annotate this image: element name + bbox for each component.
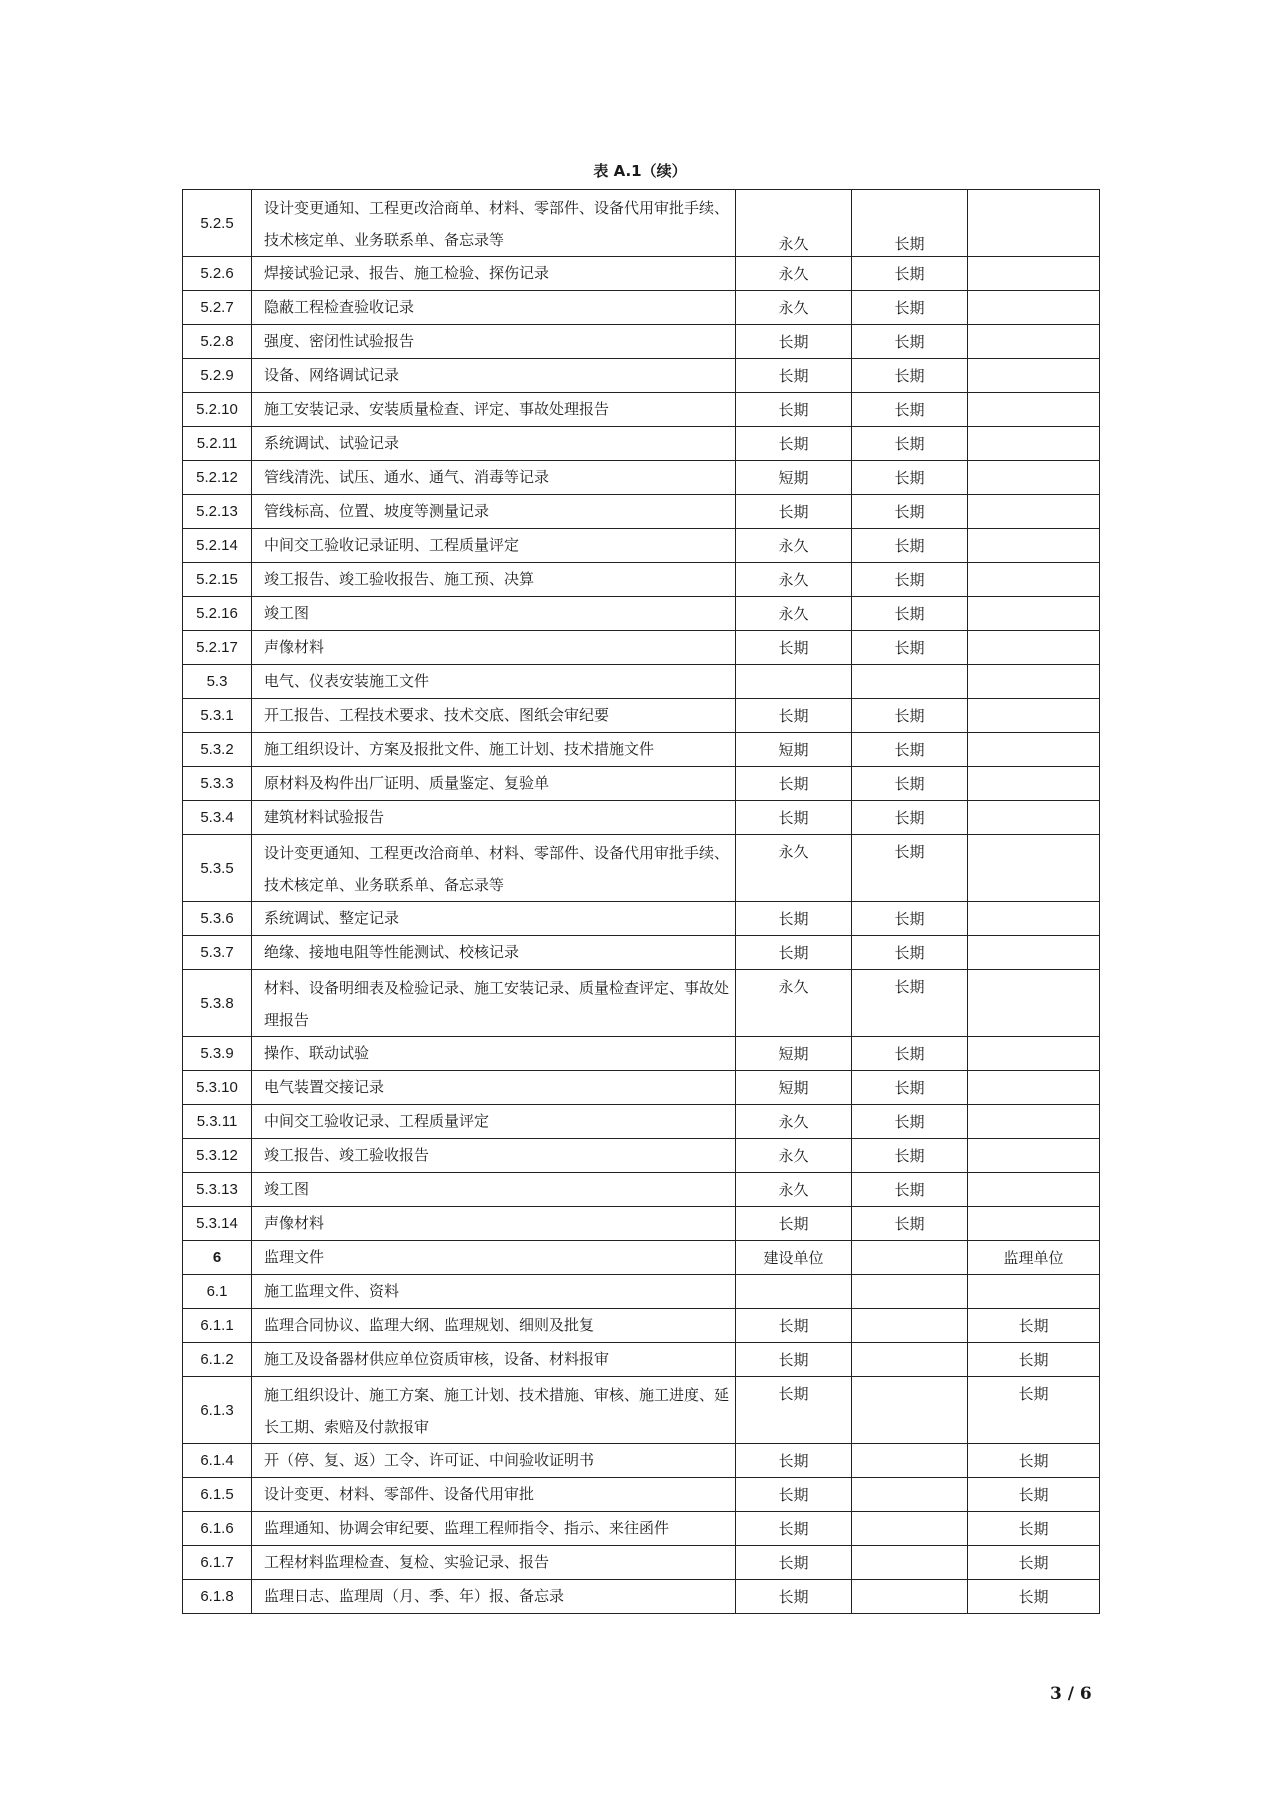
row-code: 6.1.1 (183, 1309, 252, 1343)
row-description: 建筑材料试验报告 (252, 801, 736, 835)
table-row (183, 190, 1100, 257)
table-row (183, 461, 1100, 495)
retention-c2: 长期 (852, 733, 968, 767)
retention-c2: 长期 (852, 393, 968, 427)
table-row (183, 1173, 1100, 1207)
table-row (183, 393, 1100, 427)
retention-c1: 短期 (736, 1071, 852, 1105)
retention-c1: 长期 (736, 1444, 852, 1478)
retention-c2: 长期 (852, 359, 968, 393)
row-code: 5.3.14 (183, 1207, 252, 1241)
row-code: 5.3.3 (183, 767, 252, 801)
retention-c3 (968, 291, 1100, 325)
retention-c1 (736, 665, 852, 699)
retention-c1: 长期 (736, 699, 852, 733)
retention-c1: 长期 (736, 1377, 852, 1444)
row-description: 监理文件 (252, 1241, 736, 1275)
row-description: 设计变更、材料、零部件、设备代用审批 (252, 1478, 736, 1512)
retention-c2 (852, 1478, 968, 1512)
retention-c1: 永久 (736, 970, 852, 1037)
row-description: 设计变更通知、工程更改洽商单、材料、零部件、设备代用审批手续、技术核定单、业务联系单、备忘录等 (252, 835, 736, 902)
retention-c3: 长期 (968, 1478, 1100, 1512)
retention-c2: 长期 (852, 1173, 968, 1207)
row-code: 5.3.11 (183, 1105, 252, 1139)
row-description: 绝缘、接地电阻等性能测试、校核记录 (252, 936, 736, 970)
retention-c3 (968, 936, 1100, 970)
retention-c1: 长期 (736, 1309, 852, 1343)
row-description: 施工及设备器材供应单位资质审核，设备、材料报审 (252, 1343, 736, 1377)
table-row (183, 1037, 1100, 1071)
row-description: 施工组织设计、方案及报批文件、施工计划、技术措施文件 (252, 733, 736, 767)
retention-c3 (968, 835, 1100, 902)
retention-c3 (968, 495, 1100, 529)
row-code: 5.3.4 (183, 801, 252, 835)
row-code: 5.3.13 (183, 1173, 252, 1207)
retention-c3 (968, 529, 1100, 563)
table-row (183, 699, 1100, 733)
retention-c1: 长期 (736, 1343, 852, 1377)
retention-c3 (968, 563, 1100, 597)
row-code: 5.2.11 (183, 427, 252, 461)
row-description: 材料、设备明细表及检验记录、施工安装记录、质量检查评定、事故处理报告 (252, 970, 736, 1037)
archive-retention-table (182, 189, 1100, 1614)
retention-c3: 长期 (968, 1580, 1100, 1614)
retention-c2: 长期 (852, 291, 968, 325)
retention-c2: 长期 (852, 767, 968, 801)
retention-c1: 永久 (736, 1173, 852, 1207)
row-description: 焊接试验记录、报告、施工检验、探伤记录 (252, 257, 736, 291)
row-code: 6.1.6 (183, 1512, 252, 1546)
retention-c1: 长期 (736, 801, 852, 835)
retention-c3 (968, 359, 1100, 393)
retention-c3 (968, 393, 1100, 427)
retention-c1: 长期 (736, 767, 852, 801)
row-description: 系统调试、整定记录 (252, 902, 736, 936)
table-row (183, 529, 1100, 563)
retention-c3 (968, 902, 1100, 936)
table-row (183, 1309, 1100, 1343)
retention-c1: 长期 (736, 1207, 852, 1241)
row-description: 电气、仪表安装施工文件 (252, 665, 736, 699)
row-description: 中间交工验收记录、工程质量评定 (252, 1105, 736, 1139)
table-row (183, 1241, 1100, 1275)
row-code: 6.1.7 (183, 1546, 252, 1580)
row-description: 竣工报告、竣工验收报告、施工预、决算 (252, 563, 736, 597)
retention-c3 (968, 733, 1100, 767)
retention-c3 (968, 1173, 1100, 1207)
row-description: 竣工图 (252, 597, 736, 631)
retention-c2 (852, 1275, 968, 1309)
retention-c1: 短期 (736, 461, 852, 495)
row-code: 5.3.9 (183, 1037, 252, 1071)
retention-c2: 长期 (852, 902, 968, 936)
table-row (183, 1207, 1100, 1241)
row-code: 6.1.2 (183, 1343, 252, 1377)
row-code: 5.2.8 (183, 325, 252, 359)
row-description: 施工监理文件、资料 (252, 1275, 736, 1309)
table-row (183, 1580, 1100, 1614)
row-code: 5.2.10 (183, 393, 252, 427)
retention-c1: 长期 (736, 1580, 852, 1614)
retention-c1: 长期 (736, 1546, 852, 1580)
retention-c1: 永久 (736, 257, 852, 291)
retention-c2 (852, 1444, 968, 1478)
row-code: 5.2.7 (183, 291, 252, 325)
retention-c1: 建设单位 (736, 1241, 852, 1275)
table-row (183, 733, 1100, 767)
row-description: 施工组织设计、施工方案、施工计划、技术措施、审核、施工进度、延长工期、索赔及付款报审 (252, 1377, 736, 1444)
retention-c3 (968, 257, 1100, 291)
row-code: 5.3.7 (183, 936, 252, 970)
row-code: 6.1 (183, 1275, 252, 1309)
row-description: 竣工报告、竣工验收报告 (252, 1139, 736, 1173)
retention-c1: 长期 (736, 393, 852, 427)
retention-c3 (968, 665, 1100, 699)
row-code: 5.2.14 (183, 529, 252, 563)
table-row (183, 563, 1100, 597)
row-description: 监理日志、监理周（月、季、年）报、备忘录 (252, 1580, 736, 1614)
retention-c1 (736, 1275, 852, 1309)
row-code: 5.3.1 (183, 699, 252, 733)
table-row (183, 359, 1100, 393)
retention-c1: 永久 (736, 563, 852, 597)
retention-c3 (968, 631, 1100, 665)
row-description: 竣工图 (252, 1173, 736, 1207)
row-description: 声像材料 (252, 1207, 736, 1241)
retention-c2 (852, 1377, 968, 1444)
row-code: 5.3 (183, 665, 252, 699)
table-row (183, 1512, 1100, 1546)
retention-c3 (968, 427, 1100, 461)
row-code: 5.2.5 (183, 190, 252, 257)
retention-c2 (852, 1546, 968, 1580)
retention-c2: 长期 (852, 1139, 968, 1173)
row-code: 5.3.10 (183, 1071, 252, 1105)
retention-c3 (968, 1071, 1100, 1105)
row-code: 6.1.3 (183, 1377, 252, 1444)
table-row (183, 1478, 1100, 1512)
retention-c1: 永久 (736, 1105, 852, 1139)
row-description: 开（停、复、返）工令、许可证、中间验收证明书 (252, 1444, 736, 1478)
retention-c1: 短期 (736, 733, 852, 767)
row-code: 5.3.5 (183, 835, 252, 902)
retention-c2: 长期 (852, 597, 968, 631)
row-description: 监理通知、协调会审纪要、监理工程师指令、指示、来往函件 (252, 1512, 736, 1546)
row-code: 5.2.16 (183, 597, 252, 631)
retention-c2: 长期 (852, 699, 968, 733)
retention-c2: 长期 (852, 495, 968, 529)
retention-c1: 长期 (736, 902, 852, 936)
retention-c1: 永久 (736, 291, 852, 325)
retention-c1: 永久 (736, 1139, 852, 1173)
retention-c2: 长期 (852, 801, 968, 835)
table-caption: 表 A.1（续） (593, 162, 687, 180)
retention-c2 (852, 1241, 968, 1275)
retention-c1: 长期 (736, 936, 852, 970)
retention-c1: 永久 (736, 190, 852, 257)
row-description: 原材料及构件出厂证明、质量鉴定、复验单 (252, 767, 736, 801)
row-description: 管线标高、位置、坡度等测量记录 (252, 495, 736, 529)
row-code: 5.2.13 (183, 495, 252, 529)
retention-c2: 长期 (852, 461, 968, 495)
retention-c3 (968, 970, 1100, 1037)
retention-c1: 长期 (736, 427, 852, 461)
row-code: 6.1.4 (183, 1444, 252, 1478)
row-code: 5.3.12 (183, 1139, 252, 1173)
row-description: 施工安装记录、安装质量检查、评定、事故处理报告 (252, 393, 736, 427)
retention-c2: 长期 (852, 1105, 968, 1139)
retention-c1: 永久 (736, 597, 852, 631)
table-row (183, 1139, 1100, 1173)
row-code: 6 (183, 1241, 252, 1275)
row-description: 管线清洗、试压、通水、通气、消毒等记录 (252, 461, 736, 495)
row-description: 中间交工验收记录证明、工程质量评定 (252, 529, 736, 563)
table-row (183, 325, 1100, 359)
row-code: 5.2.6 (183, 257, 252, 291)
table-row (183, 1546, 1100, 1580)
table-row (183, 1071, 1100, 1105)
table-row (183, 291, 1100, 325)
retention-c3 (968, 767, 1100, 801)
retention-c1: 永久 (736, 529, 852, 563)
retention-c2 (852, 1580, 968, 1614)
page-number: 3 / 6 (1050, 1684, 1092, 1704)
retention-c2: 长期 (852, 1071, 968, 1105)
retention-c3: 长期 (968, 1377, 1100, 1444)
retention-c2: 长期 (852, 936, 968, 970)
row-description: 电气装置交接记录 (252, 1071, 736, 1105)
row-code: 5.2.17 (183, 631, 252, 665)
retention-c3 (968, 699, 1100, 733)
table-row (183, 1105, 1100, 1139)
table-row (183, 257, 1100, 291)
table-row (183, 597, 1100, 631)
row-description: 操作、联动试验 (252, 1037, 736, 1071)
table-row (183, 665, 1100, 699)
retention-c3 (968, 1105, 1100, 1139)
retention-c3 (968, 801, 1100, 835)
retention-c1: 长期 (736, 631, 852, 665)
table-row (183, 936, 1100, 970)
retention-c2 (852, 665, 968, 699)
retention-c2: 长期 (852, 970, 968, 1037)
retention-c2: 长期 (852, 563, 968, 597)
retention-c2 (852, 1343, 968, 1377)
retention-c3: 长期 (968, 1546, 1100, 1580)
table-row (183, 835, 1100, 902)
row-description: 隐蔽工程检查验收记录 (252, 291, 736, 325)
retention-c3 (968, 1275, 1100, 1309)
table-row (183, 1444, 1100, 1478)
row-description: 设备、网络调试记录 (252, 359, 736, 393)
row-description: 监理合同协议、监理大纲、监理规划、细则及批复 (252, 1309, 736, 1343)
table-row (183, 801, 1100, 835)
retention-c2: 长期 (852, 1207, 968, 1241)
retention-c1: 长期 (736, 495, 852, 529)
table-row (183, 495, 1100, 529)
retention-c2: 长期 (852, 257, 968, 291)
row-description: 工程材料监理检查、复检、实验记录、报告 (252, 1546, 736, 1580)
row-description: 声像材料 (252, 631, 736, 665)
table-row (183, 970, 1100, 1037)
retention-c2: 长期 (852, 427, 968, 461)
retention-c3 (968, 1037, 1100, 1071)
retention-c1: 长期 (736, 1512, 852, 1546)
row-description: 设计变更通知、工程更改洽商单、材料、零部件、设备代用审批手续、技术核定单、业务联系单、备忘录等 (252, 190, 736, 257)
retention-c2: 长期 (852, 529, 968, 563)
table-body (183, 190, 1100, 1614)
retention-c2 (852, 1309, 968, 1343)
retention-c2: 长期 (852, 190, 968, 257)
retention-c3: 长期 (968, 1512, 1100, 1546)
row-description: 强度、密闭性试验报告 (252, 325, 736, 359)
table-row (183, 631, 1100, 665)
retention-c2: 长期 (852, 631, 968, 665)
row-description: 开工报告、工程技术要求、技术交底、图纸会审纪要 (252, 699, 736, 733)
retention-c1: 永久 (736, 835, 852, 902)
row-code: 5.2.12 (183, 461, 252, 495)
retention-c2: 长期 (852, 835, 968, 902)
row-code: 6.1.8 (183, 1580, 252, 1614)
retention-c1: 短期 (736, 1037, 852, 1071)
retention-c3 (968, 1207, 1100, 1241)
retention-c2: 长期 (852, 325, 968, 359)
retention-c3: 长期 (968, 1343, 1100, 1377)
retention-c3 (968, 190, 1100, 257)
table-row (183, 1275, 1100, 1309)
row-description: 系统调试、试验记录 (252, 427, 736, 461)
row-code: 6.1.5 (183, 1478, 252, 1512)
retention-c3 (968, 1139, 1100, 1173)
retention-c3: 长期 (968, 1444, 1100, 1478)
retention-c2 (852, 1512, 968, 1546)
retention-c3: 监理单位 (968, 1241, 1100, 1275)
row-code: 5.2.15 (183, 563, 252, 597)
table-row (183, 1343, 1100, 1377)
retention-c3: 长期 (968, 1309, 1100, 1343)
retention-c1: 长期 (736, 359, 852, 393)
row-code: 5.3.2 (183, 733, 252, 767)
retention-c3 (968, 597, 1100, 631)
table-row (183, 427, 1100, 461)
table-row (183, 1377, 1100, 1444)
table-row (183, 767, 1100, 801)
row-code: 5.2.9 (183, 359, 252, 393)
retention-c1: 长期 (736, 325, 852, 359)
row-code: 5.3.6 (183, 902, 252, 936)
retention-c1: 长期 (736, 1478, 852, 1512)
retention-c2: 长期 (852, 1037, 968, 1071)
table-row (183, 902, 1100, 936)
row-code: 5.3.8 (183, 970, 252, 1037)
retention-c3 (968, 325, 1100, 359)
retention-c3 (968, 461, 1100, 495)
